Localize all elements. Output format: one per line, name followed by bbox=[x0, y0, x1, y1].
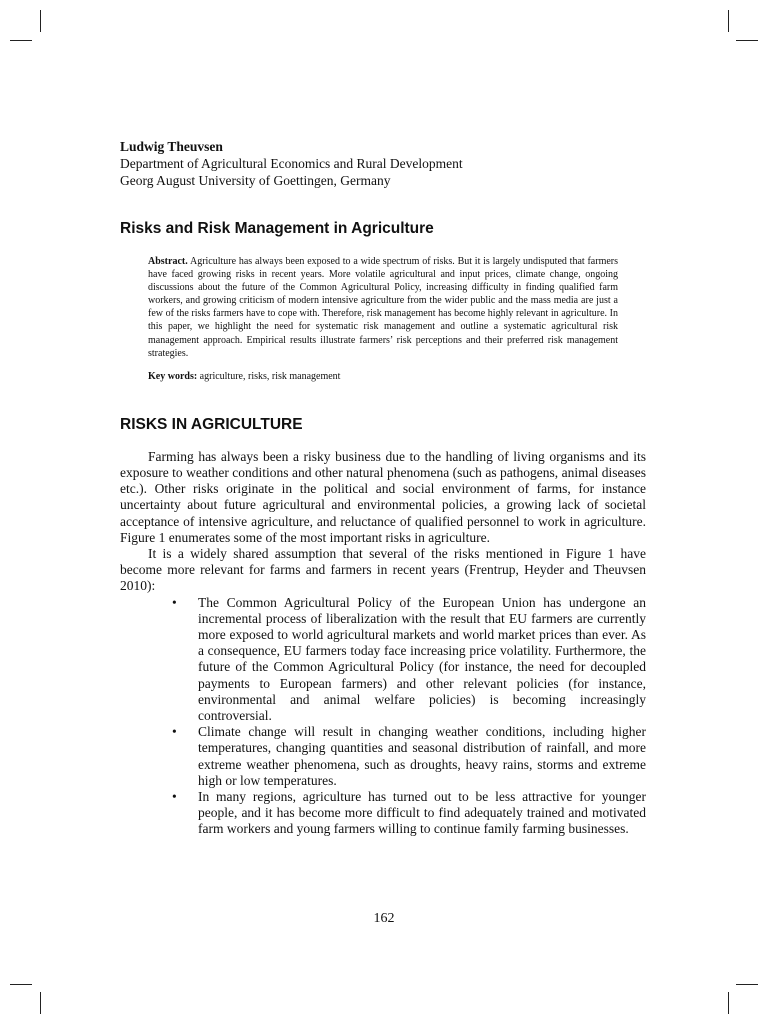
crop-mark-top-right-h bbox=[736, 40, 758, 41]
bullet-icon: • bbox=[172, 724, 177, 740]
crop-mark-bottom-left-v bbox=[40, 992, 41, 1014]
list-item bbox=[172, 724, 646, 789]
bullet-icon: • bbox=[172, 789, 177, 805]
keywords-text: agriculture, risks, risk management bbox=[199, 370, 341, 382]
list-item-text: The Common Agricultural Policy of the European Union has undergone an incremental process of liberalization with the result that EU farmers are currently more exposed to world agricultural markets and world market prices than ever. As a consequence, EU farmers today face increasing price volatility. Furthermore, the future of the Common Agricultural Policy (for instance, the need for decoupled payments to European farmers) and other relevant policies (for instance, environmental and animal welfare policies) is becoming increasingly controversial. bbox=[198, 594, 646, 723]
bullet-list bbox=[120, 595, 646, 838]
abstract-text: Agriculture has always been exposed to a wide spectrum of risks. But it is largely undisputed that farmers have faced growing risks in recent years. More volatile agricultural and input prices, climate change, ongoing discussions about the future of the Common Agricultural Policy, increasing difficulty in finding qualified farm workers, and growing criticism of modern intensive agriculture from the wider public and the mass media are just a few of the risks farmers have to cope with. Therefore, risk management has become highly relevant in agriculture. In this paper, we highlight the need for systematic risk management and outline a systematic agricultural risk management approach. Empirical results illustrate farmers’ risk perceptions and their preferred risk management strategies. bbox=[148, 256, 619, 359]
list-item bbox=[172, 789, 646, 838]
author-university: Georg August University of Goettingen, Germany bbox=[120, 173, 391, 188]
crop-mark-top-left-h bbox=[10, 40, 32, 41]
bullet-icon: • bbox=[172, 594, 177, 610]
author-department: Department of Agricultural Economics and Rural Development bbox=[120, 156, 463, 171]
body-paragraph: Farming has always been a risky business due to the handling of living organisms and its exposure to weather conditions and other natural phenomena (such as pathogens, animal diseases etc.). Other risks originate in the political and social environment of farms, for instance uncertainty about future agricultural and environmental policies, a growing lack of societal acceptance of intensive agriculture, and reluctance of qualified personnel to work in agriculture. Figure 1 enumerates some of the most important risks in agriculture. bbox=[120, 448, 646, 545]
section-heading: RISKS IN AGRICULTURE bbox=[120, 415, 303, 433]
keywords-label: Key words: bbox=[148, 370, 198, 382]
list-item-text: Climate change will result in changing weather conditions, including higher temperatures, changing quantities and seasonal distribution of rainfall, and more extreme weather phenomena, such as droughts, heavy rains, storms and extreme high or low temperatures. bbox=[198, 724, 646, 788]
crop-mark-bottom-right-h bbox=[736, 984, 758, 985]
author-name: Ludwig Theuvsen bbox=[120, 139, 223, 154]
crop-mark-bottom-right-v bbox=[728, 992, 729, 1014]
abstract-label: Abstract. bbox=[148, 256, 188, 267]
crop-mark-bottom-left-h bbox=[10, 984, 32, 985]
keywords bbox=[148, 370, 618, 383]
list-item-text: In many regions, agriculture has turned out to be less attractive for younger people, and it has become more difficult to find adequately trained and motivated farm workers and young farmers willing to continue family farming businesses. bbox=[198, 789, 646, 837]
paper-page bbox=[120, 138, 646, 838]
crop-mark-top-left-v bbox=[40, 10, 41, 32]
body-paragraph: It is a widely shared assumption that several of the risks mentioned in Figure 1 have become more relevant for farms and farmers in recent years (Frentrup, Heyder and Theuvsen 2010): bbox=[120, 545, 646, 594]
crop-mark-top-right-v bbox=[728, 10, 729, 32]
page-number: 162 bbox=[373, 911, 395, 926]
paper-title: Risks and Risk Management in Agriculture bbox=[120, 220, 434, 237]
abstract bbox=[148, 255, 618, 360]
list-item bbox=[172, 594, 646, 725]
